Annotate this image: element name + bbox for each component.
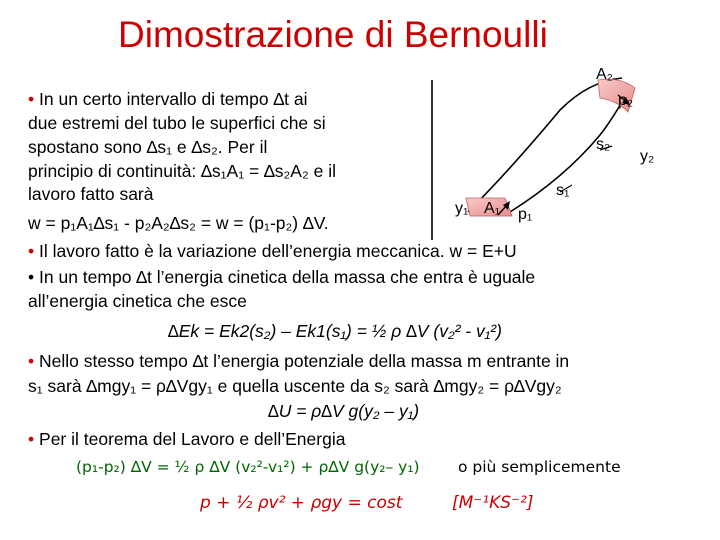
label-a1: A₁	[484, 200, 501, 217]
bernoulli-equation: p + ½ ρv² + ρgy = cost	[200, 493, 403, 513]
text-line-5: lavoro fatto sarà	[28, 184, 154, 204]
text-line-1: • In un certo intervallo di tempo ∆t ai	[28, 89, 308, 109]
label-y2: y₂	[640, 148, 655, 165]
label-p2: p₂	[618, 92, 634, 109]
text-line-8: • In un tempo ∆t l’energia cinetica della massa che entra è uguale	[28, 267, 536, 287]
text-line-7: • Il lavoro fatto è la variazione dell’energia meccanica. w = E+U	[28, 241, 517, 261]
text-line-6: w = p₁A₁∆s₁ - p₂A₂∆s₂ = w = (p₁-p₂) ∆V.	[28, 213, 329, 233]
label-s1: s₁	[556, 182, 570, 199]
kinetic-energy-formula: ∆Ek = Ek2(s₂) – Ek1(s₁) = ½ ρ ∆V (v₂² - v₁²)	[168, 321, 502, 341]
units-label: [M⁻¹KS⁻²]	[452, 493, 534, 513]
text-line-14: • Per il teorema del Lavoro e dell’Energia	[28, 429, 346, 449]
text-line-2: due estremi del tubo le superfici che si	[28, 113, 326, 133]
label-s2: s₂	[596, 136, 611, 153]
text-line-9: all’energia cinetica che esce	[28, 291, 247, 311]
page-title: Dimostrazione di Bernoulli	[118, 14, 548, 55]
label-p1: p₁	[518, 206, 533, 223]
simplified-note: o più semplicemente	[458, 458, 621, 476]
label-y1: y₁	[455, 200, 469, 217]
bullet: •	[28, 89, 35, 109]
label-a2: A₂	[596, 66, 613, 83]
potential-energy-formula: ∆U = ρ∆V g(y₂ – y₁)	[268, 401, 420, 421]
text-line-3: spostano sono ∆s₁ e ∆s₂. Per il	[28, 137, 268, 157]
text-line-11: • Nello stesso tempo ∆t l’energia potenziale della massa m entrante in	[28, 351, 570, 371]
text-line-4: principio di continuità: ∆s₁A₁ = ∆s₂A₂ e il	[28, 161, 336, 181]
energy-theorem-formula: (p₁-p₂) ∆V = ½ ρ ∆V (v₂²-v₁²) + ρ∆V g(y₂– y₁)	[76, 458, 420, 476]
text-line-12: s₁ sarà ∆mgy₁ = ρ∆Vgy₁ e quella uscente da s₂ sarà ∆mgy₂ = ρ∆Vgy₂	[28, 376, 562, 396]
